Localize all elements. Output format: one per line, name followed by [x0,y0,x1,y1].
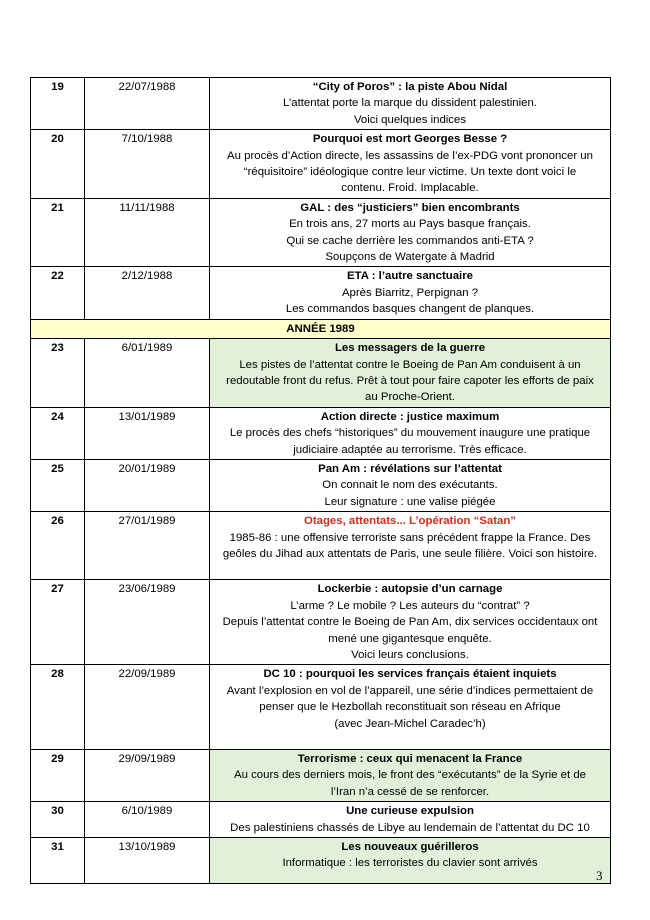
row-content [210,838,611,884]
row-content [210,802,611,838]
article-title: Les messagers de la guerre [334,342,486,355]
table-row [31,407,611,459]
row-date: 2/12/1988 [85,267,210,319]
year-label: ANNÉE 1989 [31,319,611,338]
article-line: On connait le nom des exécutants. [322,479,498,492]
table-row [31,267,611,319]
article-line: au Proche-Orient. [365,391,455,404]
blank-line [213,872,607,882]
row-date: 23/06/1989 [85,580,210,665]
year-header-row [31,319,611,338]
article-line: Les pistes de l’attentat contre le Boeing de Pan Am conduisent à un [239,358,581,371]
article-line: Voici quelques indices [353,113,467,126]
row-content [210,267,611,319]
article-line: geôles du Jihad aux attentats de Paris, une seule filière. Voici son histoire. [222,547,598,560]
table-row [31,580,611,665]
table-row [31,750,611,802]
article-title: Les nouveaux guérilleros [341,841,479,854]
article-line: 1985-86 : une offensive terroriste sans précédent frappe la France. Des [229,531,591,544]
article-title: “City of Poros” : la piste Abou Nidal [312,81,508,93]
table-row [31,512,611,580]
row-date: 13/01/1989 [85,407,210,459]
table-row [31,130,611,199]
article-line: L’arme ? Le mobile ? Les auteurs du “contrat” ? [290,599,530,612]
article-line: Au procès d’Action directe, les assassins de l’ex-PDG vont prononcer un [227,149,593,162]
table-row [31,78,611,130]
row-number: 31 [31,838,85,884]
article-title: Pan Am : révélations sur l’attentat [318,462,502,475]
row-number: 22 [31,267,85,319]
row-number: 28 [31,665,85,750]
article-line: contenu. Froid. Implacable. [341,182,479,195]
row-number: 29 [31,750,85,802]
articles-table [30,77,611,884]
row-content [210,665,611,750]
row-number: 30 [31,802,85,838]
row-number: 19 [31,78,85,130]
row-content [210,750,611,802]
row-date: 6/10/1989 [85,802,210,838]
row-date: 6/01/1989 [85,339,210,408]
row-content [210,407,611,459]
article-line: judiciaire adaptée au terrorisme. Très efficace. [293,443,527,456]
article-line: Informatique : les terroristes du clavier sont arrivés [282,857,538,870]
row-content [210,512,611,580]
article-line: l’Iran n’a cessé de se renforcer. [330,785,490,798]
row-date: 11/11/1988 [85,198,210,267]
row-number: 27 [31,580,85,665]
article-line: Qui se cache derrière les commandos anti-ETA ? [286,234,534,247]
row-content [210,459,611,511]
table-row [31,459,611,511]
row-content [210,130,611,199]
article-line: Depuis l’attentat contre le Boeing de Pan Am, dix services occidentaux ont [222,616,598,629]
row-date: 7/10/1988 [85,130,210,199]
article-line: “réquisitoire” idéologique contre leur victime. Un texte dont voici le [243,166,577,179]
table-row [31,802,611,838]
row-date: 20/01/1989 [85,459,210,511]
row-date: 29/09/1989 [85,750,210,802]
row-date: 22/09/1989 [85,665,210,750]
blank-line [213,562,607,578]
row-content [210,198,611,267]
article-line: mené une gigantesque enquête. [328,632,492,645]
article-line: redoutable front du refus. Prêt à tout pour faire capoter les efforts de paix [226,374,594,387]
article-line: Le procès des chefs “historiques” du mouvement inaugure une pratique [229,427,591,440]
table-row [31,665,611,750]
row-content [210,339,611,408]
row-content [210,78,611,130]
article-line: Voici leurs conclusions. [351,649,469,661]
article-line: Les commandos basques changent de planques. [285,303,535,316]
article-line: Soupçons de Watergate à Madrid [325,251,495,264]
table-row [31,838,611,884]
article-line: Après Biarritz, Perpignan ? [341,286,479,299]
article-line: L’attentat porte la marque du dissident palestinien. [283,97,537,110]
row-date: 22/07/1988 [85,78,210,130]
row-date: 27/01/1989 [85,512,210,580]
table-row [31,198,611,267]
row-date: 13/10/1989 [85,838,210,884]
article-title: Otages, attentats... L’opération “Satan” [303,515,517,528]
article-title: Pourquoi est mort Georges Besse ? [312,133,508,146]
article-title: DC 10 : pourquoi les services français étaient inquiets [263,668,557,681]
row-number: 21 [31,198,85,267]
row-content [210,580,611,665]
row-number: 25 [31,459,85,511]
article-title: Lockerbie : autopsie d’un carnage [317,583,503,596]
row-number: 26 [31,512,85,580]
article-title: Une curieuse expulsion [346,805,474,818]
article-line: Avant l’explosion en vol de l’appareil, une série d’indices permettaient de [226,684,594,697]
article-line: Des palestiniens chassés de Libye au lendemain de l’attentat du DC 10 [230,821,590,834]
row-number: 20 [31,130,85,199]
article-line: (avec Jean-Michel Caradec’h) [334,717,486,730]
article-title: Action directe : justice maximum [320,410,500,423]
page-number: 3 [596,868,603,883]
article-title: Terrorisme : ceux qui menacent la France [297,753,523,766]
article-line: Leur signature : une valise piégée [324,495,496,508]
article-title: ETA : l’autre sanctuaire [347,270,473,283]
row-number: 24 [31,407,85,459]
article-line: Au cours des derniers mois, le front des “exécutants” de la Syrie et de [233,769,586,782]
article-line: penser que le Hezbollah reconstituait son réseau en Afrique [259,701,561,714]
article-title: GAL : des “justiciers” bien encombrants [300,201,520,214]
table-row [31,339,611,408]
blank-line [213,732,607,748]
article-line: En trois ans, 27 morts au Pays basque français. [289,218,531,231]
row-number: 23 [31,339,85,408]
